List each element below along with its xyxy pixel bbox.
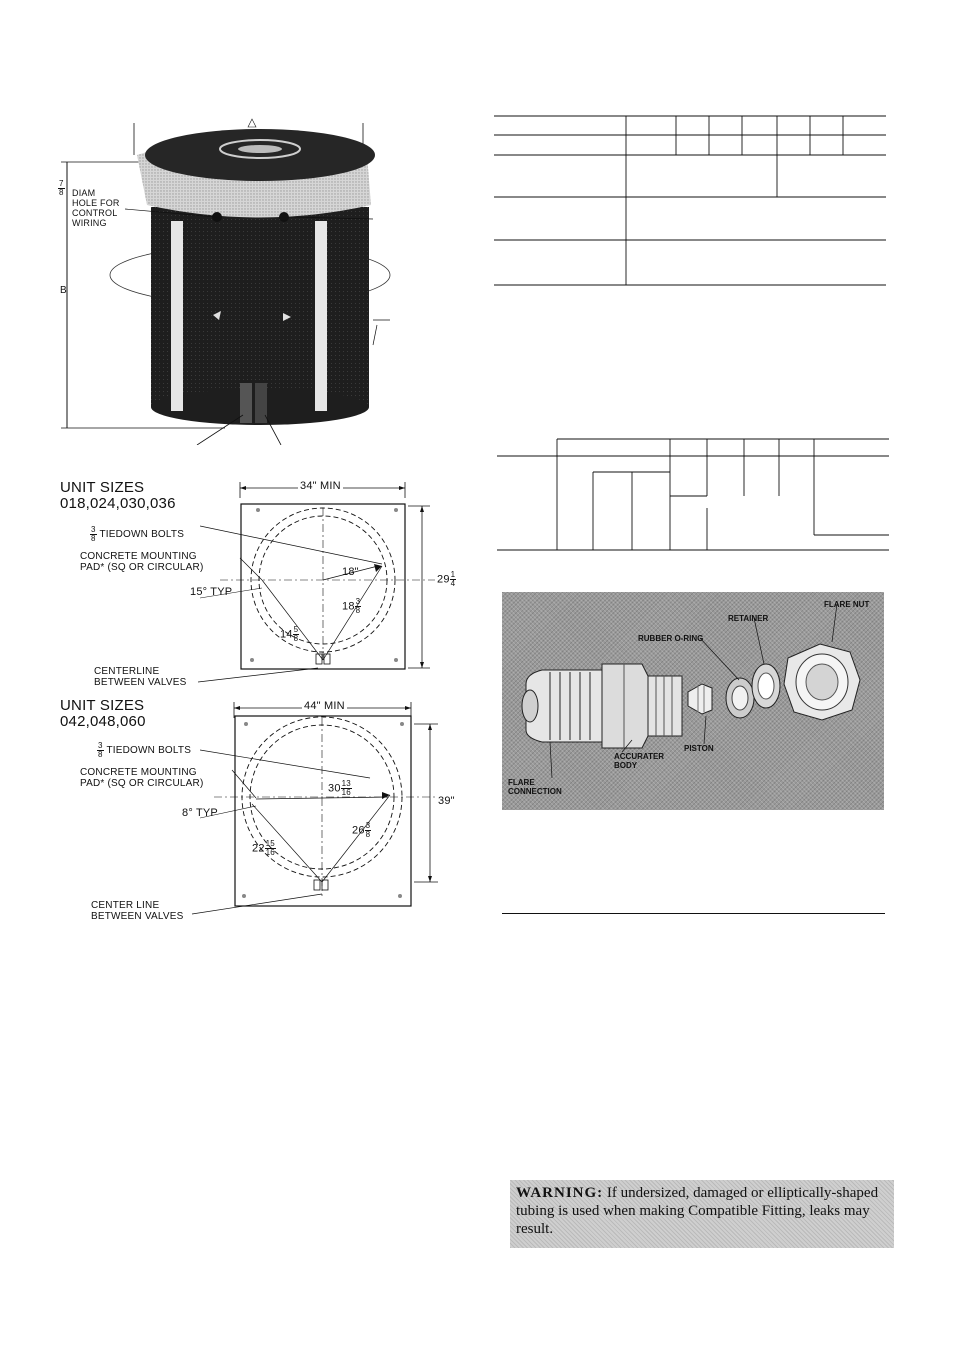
height-label: B bbox=[60, 285, 67, 296]
pad-small-centerline: CENTERLINE BETWEEN VALVES bbox=[94, 666, 187, 688]
hole-fraction: $\frac{7}{8}$ bbox=[59, 179, 64, 197]
specs-table bbox=[494, 115, 888, 287]
pad-large-centerline: CENTER LINE BETWEEN VALVES bbox=[91, 900, 184, 922]
warning-box bbox=[510, 1180, 894, 1248]
pad-large-dim-horiz: 30 $\frac{13}{16}$ bbox=[328, 779, 351, 797]
pad-large-diagram bbox=[200, 698, 450, 918]
pad-small-title: UNIT SIZES bbox=[60, 479, 145, 496]
pad-small-sizes: 018,024,030,036 bbox=[60, 495, 176, 512]
pad-small-bolts: $\frac{3}{8}$ TIEDOWN BOLTS bbox=[91, 525, 185, 543]
pad-small-angle: 15° TYP bbox=[190, 586, 233, 598]
section-rule bbox=[502, 913, 885, 914]
pad-large-dim-left: 22 $\frac{15}{16}$ bbox=[252, 839, 275, 857]
pad-small-dim-left: 14 $\frac{5}{8}$ bbox=[280, 625, 299, 643]
pad-large-title: UNIT SIZES bbox=[60, 697, 145, 714]
pad-small-centerline-leader bbox=[190, 660, 330, 690]
pad-large-width: 44" MIN bbox=[304, 700, 345, 712]
label-accurater-body: ACCURATER BODY bbox=[614, 752, 665, 770]
pad-large-pad-label: CONCRETE MOUNTING PAD* (SQ OR CIRCULAR) bbox=[80, 767, 204, 789]
label-flare-nut: FLARE NUT bbox=[824, 600, 870, 609]
label-rubber-oring: RUBBER O-RING bbox=[638, 634, 704, 643]
pad-small-diagram bbox=[200, 478, 450, 690]
fitting-photo bbox=[502, 592, 884, 810]
dimensions-table bbox=[497, 438, 891, 553]
pad-large-bolts: $\frac{3}{8}$ TIEDOWN BOLTS bbox=[98, 741, 192, 759]
pad-small-pad-label: CONCRETE MOUNTING PAD* (SQ OR CIRCULAR) bbox=[80, 551, 204, 573]
label-flare-connection: FLARE CONNECTION bbox=[508, 778, 562, 796]
pad-large-sizes: 042,048,060 bbox=[60, 713, 146, 730]
label-retainer: RETAINER bbox=[728, 614, 769, 623]
warning-text: If undersized, damaged or elliptically-shaped tubing is used when making Compatible Fitting, leaks may result. bbox=[516, 1185, 879, 1237]
pad-large-centerline-leader bbox=[188, 890, 328, 920]
pad-small-dim-side: 29 $\frac{1}{4}$ bbox=[437, 570, 456, 588]
pad-large-dim-side: 39" bbox=[438, 795, 455, 807]
pad-large-dim-right: 26 $\frac{3}{8}$ bbox=[352, 821, 371, 839]
pad-small-dim-right: 18 $\frac{3}{8}$ bbox=[342, 597, 361, 615]
hole-note: $\frac{7}{8}$ DIAM HOLE FOR CONTROL WIRING bbox=[59, 179, 120, 228]
unit-photo bbox=[55, 115, 400, 445]
pad-small-dim-horiz: 18" bbox=[342, 566, 359, 578]
warning-title: WARNING: bbox=[516, 1185, 604, 1201]
pad-small-width: 34" MIN bbox=[300, 480, 341, 492]
label-piston: PISTON bbox=[684, 744, 714, 753]
pad-large-angle: 8° TYP bbox=[182, 807, 218, 819]
